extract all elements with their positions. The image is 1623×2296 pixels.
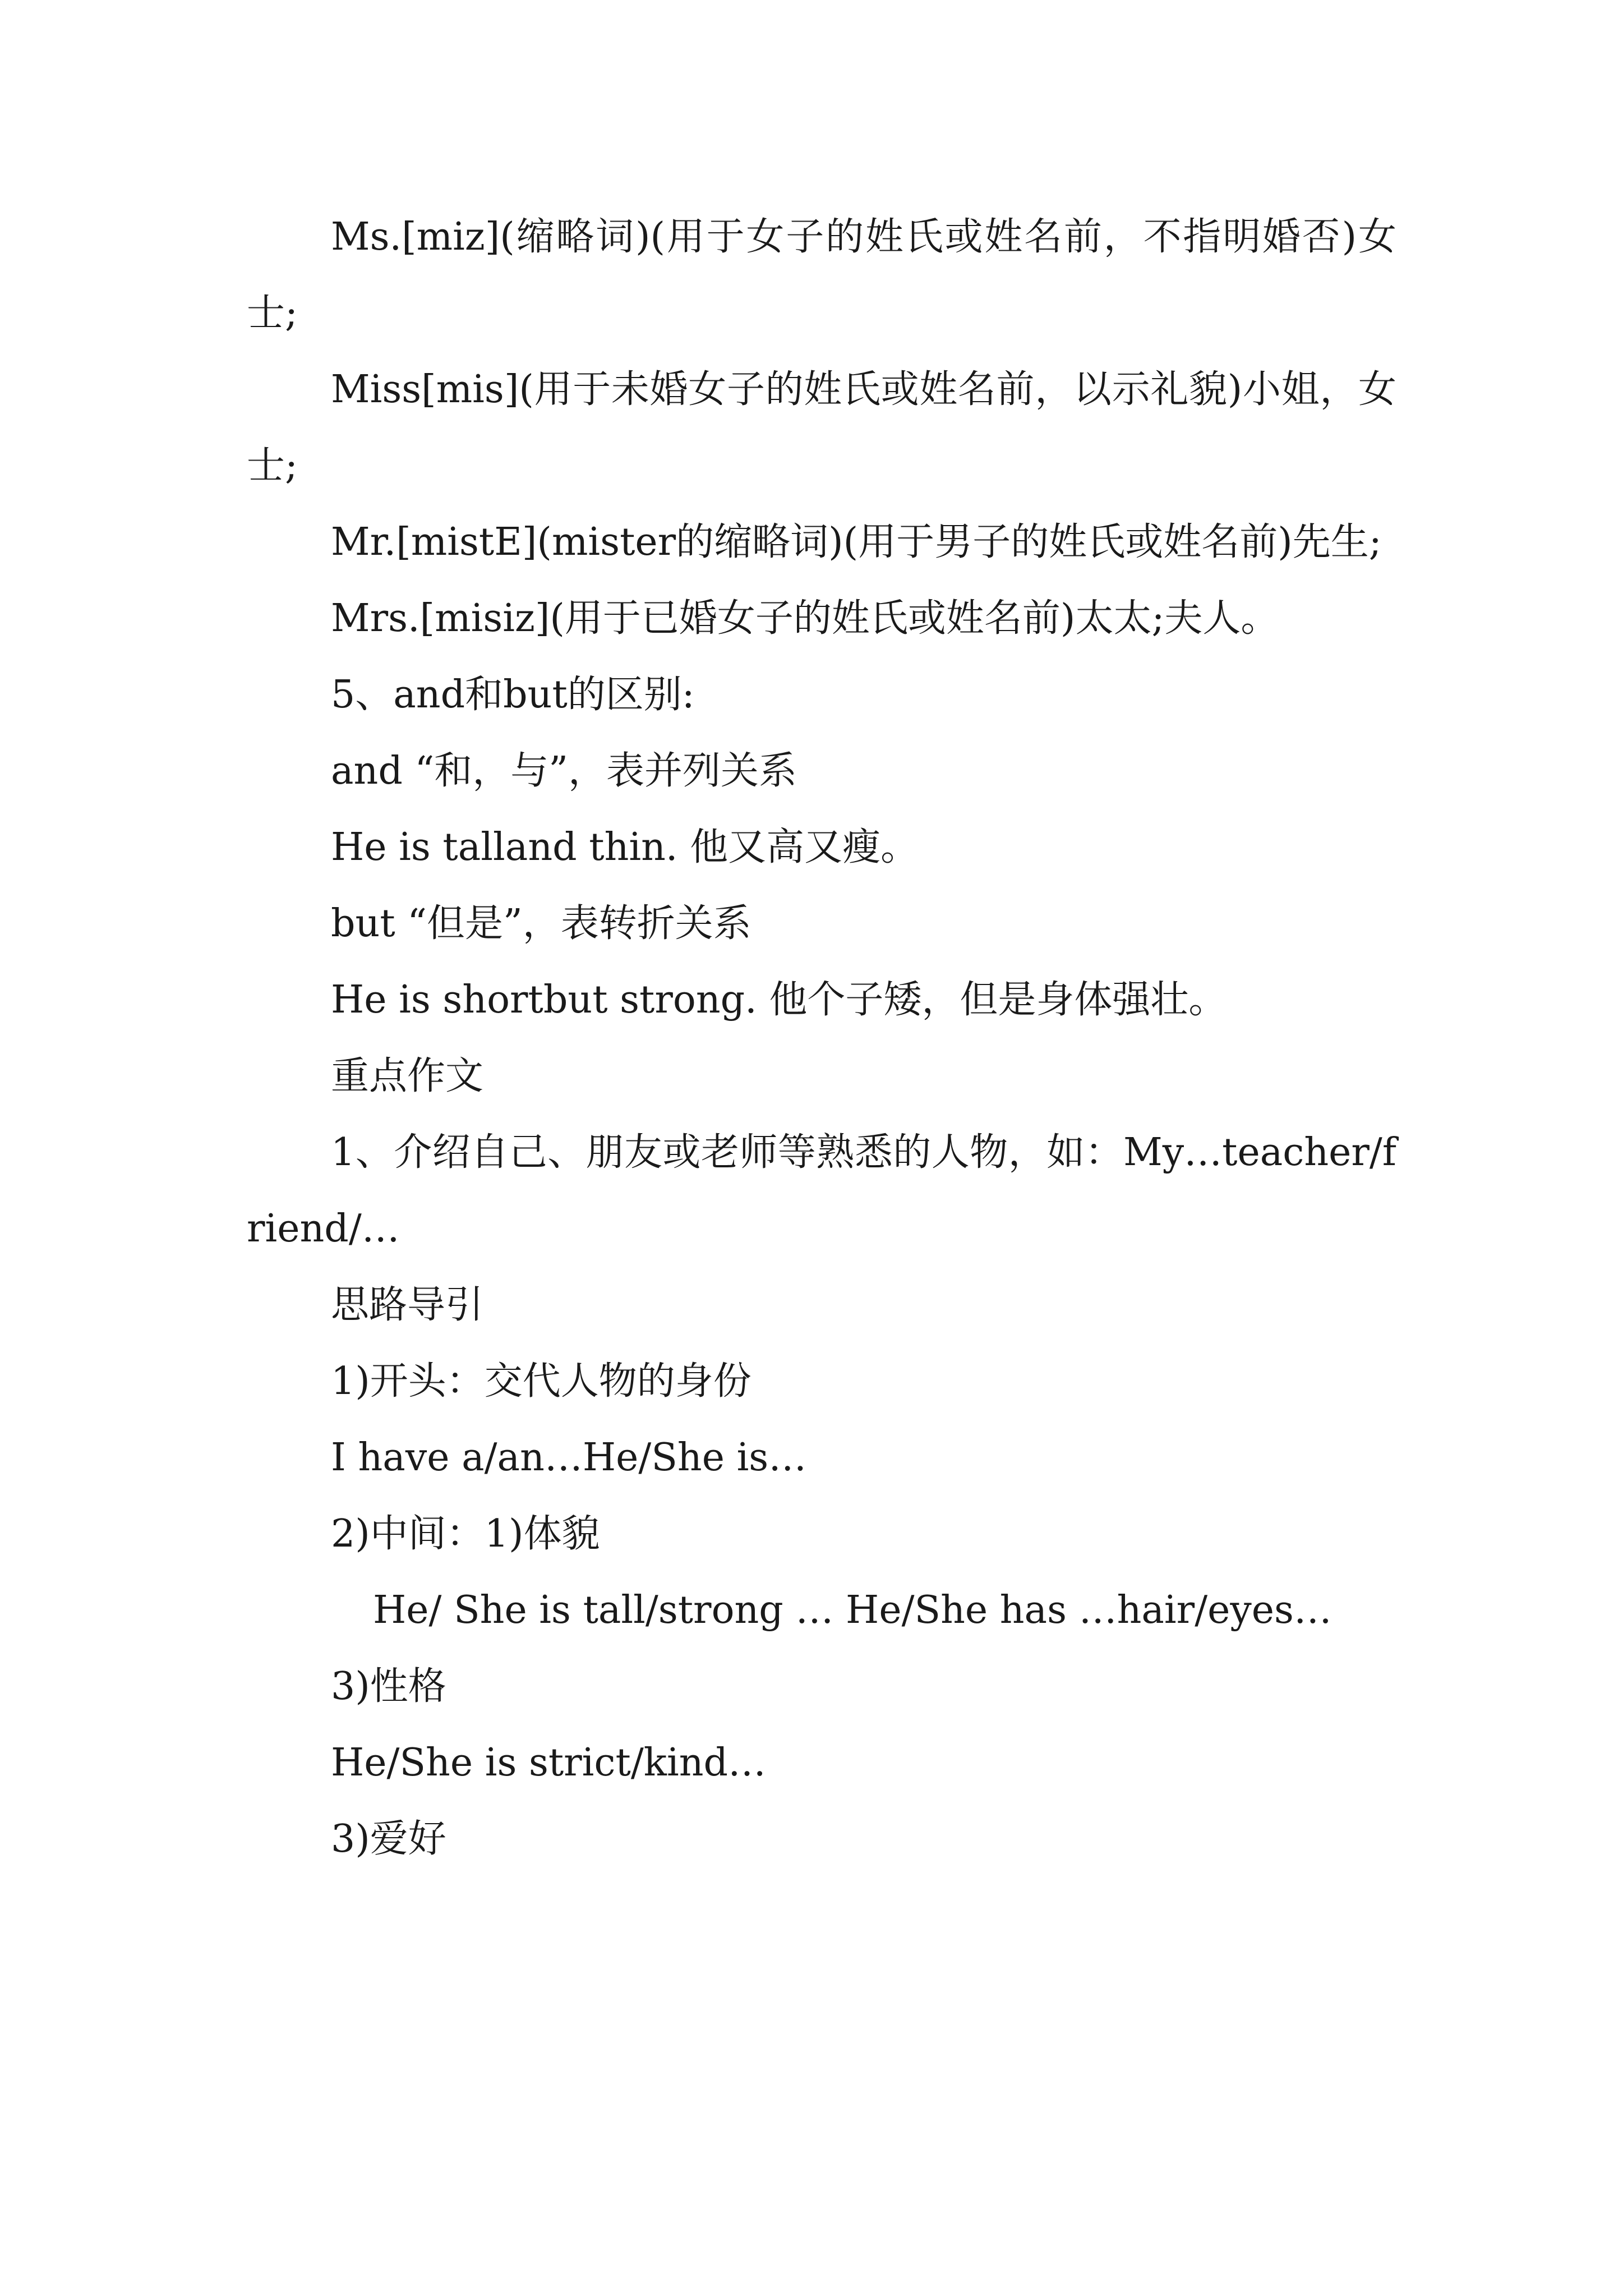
paragraph-composition-topic: 1、介绍自己、朋友或老师等熟悉的人物，如：My…teacher/friend/… <box>247 1130 1396 1251</box>
document-body <box>247 199 1396 1878</box>
paragraph-but-example: He is shortbut strong. 他个子矮，但是身体强壮。 <box>331 978 1227 1022</box>
paragraph-personality: 3)性格 <box>331 1664 446 1709</box>
paragraph-personality-example: He/She is strict/kind… <box>331 1741 767 1785</box>
paragraph-opening-example: I have a/an…He/She is… <box>331 1435 807 1480</box>
section-heading-key-composition: 重点作文 <box>331 1054 484 1098</box>
paragraph-opening: 1)开头：交代人物的身份 <box>331 1359 751 1404</box>
paragraph-ms-definition: Ms.[miz](缩略词)(用于女子的姓氏或姓名前，不指明婚否)女士; <box>247 215 1396 335</box>
paragraph-middle-appearance: 2)中间：1)体貌 <box>331 1512 600 1556</box>
paragraph-appearance-example: He/ She is tall/strong … He/She has …hair/eyes… <box>373 1588 1332 1632</box>
paragraph-and-but-heading: 5、and和but的区别: <box>331 673 695 717</box>
paragraph-mrs-definition: Mrs.[misiz](用于已婚女子的姓氏或姓名前)太太;夫人。 <box>331 596 1279 641</box>
paragraph-miss-definition: Miss[mis](用于未婚女子的姓氏或姓名前，以示礼貌)小姐，女士; <box>247 367 1396 488</box>
paragraph-hobbies: 3)爱好 <box>331 1817 446 1861</box>
paragraph-mr-definition: Mr.[mistE](mister的缩略词)(用于男子的姓氏或姓名前)先生; <box>331 520 1382 564</box>
section-heading-guidance: 思路导引 <box>331 1283 484 1327</box>
paragraph-and-example: He is talland thin. 他又高又瘦。 <box>331 825 919 869</box>
paragraph-and-meaning: and “和，与”，表并列关系 <box>331 749 797 793</box>
paragraph-but-meaning: but “但是”，表转折关系 <box>331 901 751 946</box>
